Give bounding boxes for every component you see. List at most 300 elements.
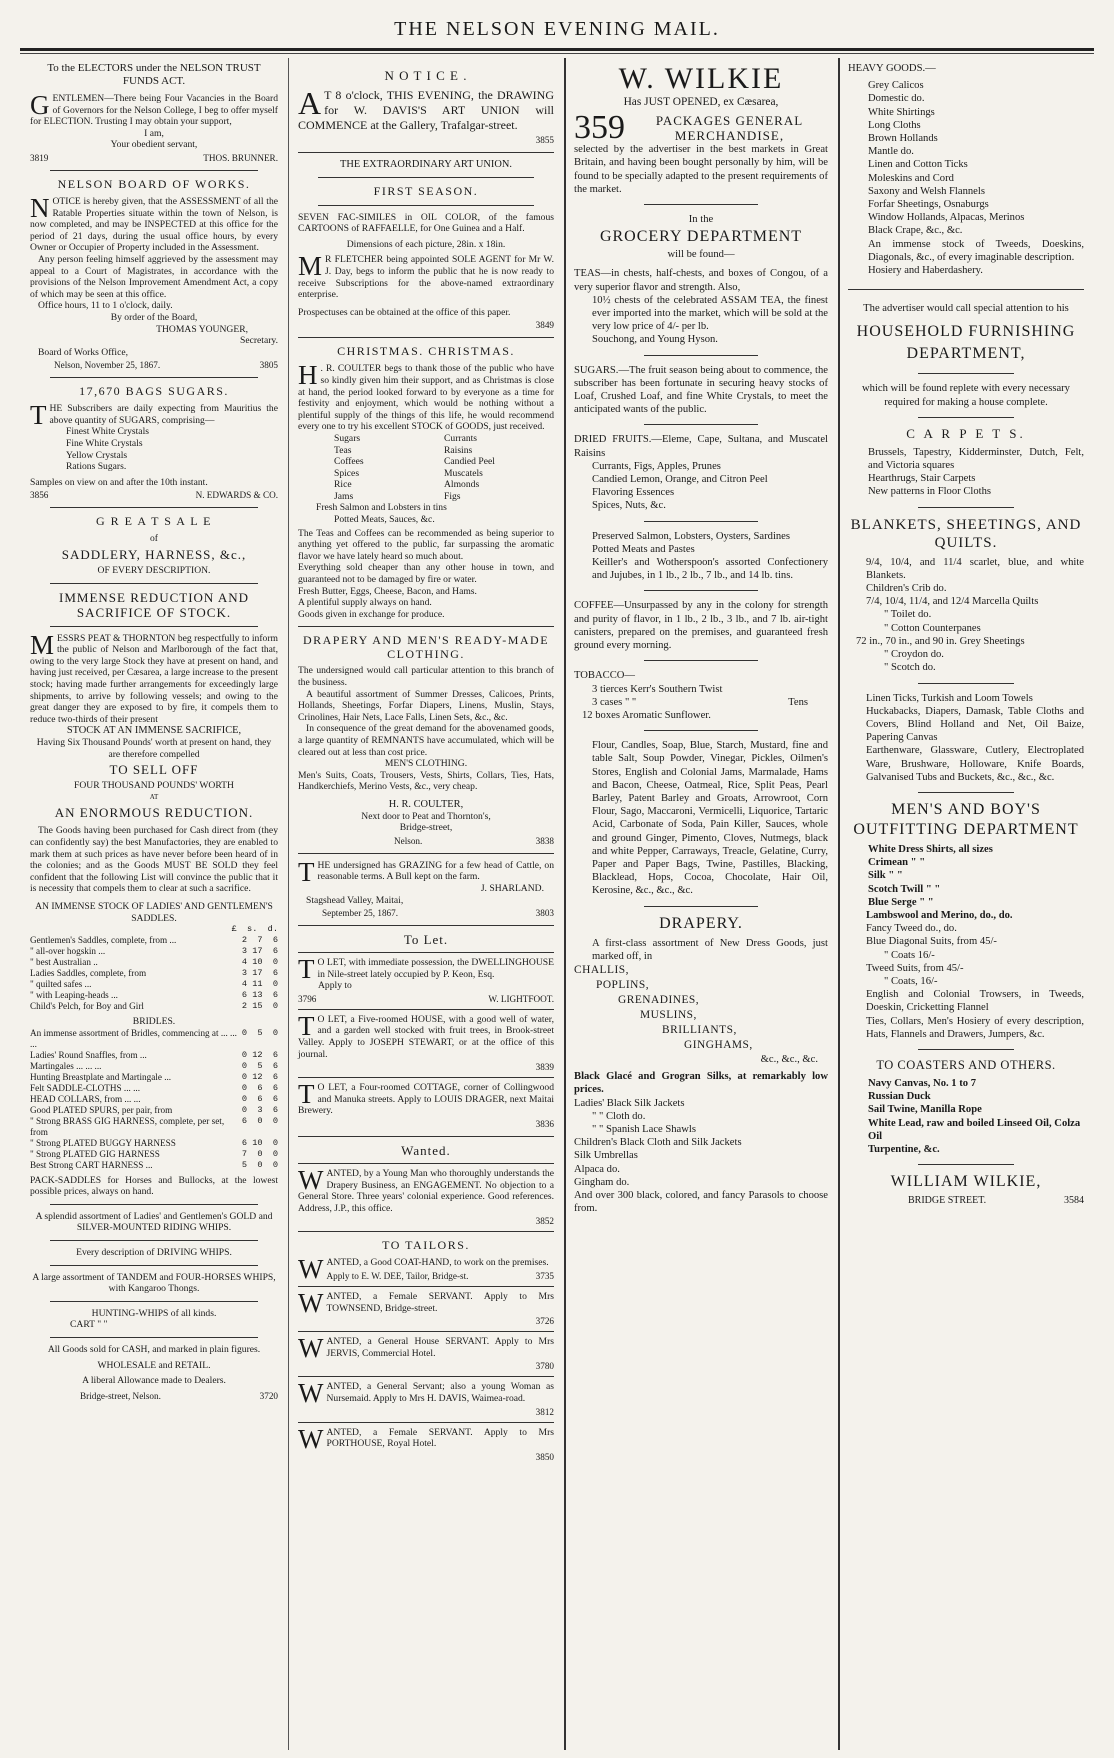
column-3 xyxy=(566,58,836,1750)
sale-every: OF EVERY DESCRIPTION. xyxy=(97,565,211,577)
art-body: SEVEN FAC-SIMILES in OIL COLOR, of the famous CARTOONS of RAFFAELLE, for One Guinea and a Half. xyxy=(298,211,554,235)
carpets-brussels: Brussels, Tapestry, Kidderminster, Dutch, Felt, and Victoria squares xyxy=(868,446,1084,472)
sale-body: ESSRS PEAT & THORNTON beg respectfully to inform the public of Nelson and Marlborough of the fact that, owing to the very large Stock they have at present on hand, and having just received, per Cæsarea, a large increase to the present stock; having made further arrangements for exceedingly large shipments, to arrive by following vessels; and owing to the great danger they are exposed to by fire, it compels them to reduce two-thirds of their present xyxy=(30,632,278,725)
blankets-5: " Cotton Counterpanes xyxy=(884,622,981,634)
goods-item: Muscatels xyxy=(444,467,483,479)
drop-cap: W xyxy=(298,1254,324,1285)
ad-ref: 3796 xyxy=(298,993,317,1004)
xmas-teas: The Teas and Coffees can be recommended as being superior to anything yet offered to the public, far surpassing the aromatic flavor we have lately heard so much about. xyxy=(298,527,554,562)
divider xyxy=(298,853,554,854)
drapery-shawls: " " Spanish Lace Shawls xyxy=(592,1123,696,1135)
price-item: Best Strong CART HARNESS ... xyxy=(30,1159,153,1170)
dried-candied: Candied Lemon, Orange, and Citron Peel xyxy=(592,474,768,486)
fabric-list xyxy=(574,963,828,1053)
sugar-item: Fine White Crystals xyxy=(66,438,143,450)
fabrics-etc: &c., &c., &c. xyxy=(760,1053,818,1065)
ad-ref: 3812 xyxy=(535,1406,554,1417)
masthead-rule-thin xyxy=(20,53,1094,54)
price-item: An immense assortment of Bridles, commencing at ... ... ... xyxy=(30,1027,237,1049)
divider xyxy=(644,660,758,661)
grocery-sugars: SUGARS.—The fruit season being about to commence, the subscriber has been fortunate in securing heavy stocks of Loaf, Crushed Loaf, and fine White Crystals, to meet the anticipated wants of the public. xyxy=(574,364,828,416)
ad-ref: 3726 xyxy=(535,1316,554,1327)
goods-item: Almonds xyxy=(444,479,480,491)
sale-saddlery: SADDLERY, HARNESS, &c., xyxy=(61,547,247,563)
tolet-head: To Let. xyxy=(403,932,449,948)
xmas-goods xyxy=(298,433,554,503)
price-item: " Strong BRASS GIG HARNESS, complete, per set, from xyxy=(30,1115,225,1137)
price-row xyxy=(30,1138,278,1149)
fancy-tweed: Fancy Tweed do., do. xyxy=(866,923,957,935)
price-item: Good PLATED SPURS, per pair, from xyxy=(30,1104,173,1115)
price-value: 0 6 6 xyxy=(241,1093,278,1104)
sale-stock: STOCK AT AN IMMENSE SACRIFICE, xyxy=(66,725,242,737)
drop-cap: T xyxy=(298,1079,315,1110)
notice-head: N O T I C E . xyxy=(384,68,468,83)
bridle-price-list xyxy=(30,1028,278,1171)
divider xyxy=(644,355,758,356)
heavy-goods-item: Long Cloths xyxy=(868,119,921,131)
coasters-head: TO COASTERS AND OTHERS. xyxy=(876,1057,1056,1072)
sale-sell: TO SELL OFF xyxy=(109,762,199,778)
price-item: " with Leaping-heads ... xyxy=(30,990,118,1001)
goods-item: Teas xyxy=(334,444,352,456)
keillers: Keiller's and Wotherspoon's assorted Confectionery and Jujubes, in 1 lb., 2 lb., 7 lb., and 14 lb. tins. xyxy=(592,557,828,582)
works-body2: Any person feeling himself aggrieved by the assessment may appeal to a Court of Magistrates, in accordance with the provisions of the Nelson Improvement Amendment Act, a copy of which may be seen at this office. xyxy=(30,253,278,300)
tandem-whips: A large assortment of TANDEM and FOUR-HORSES WHIPS, with Kangaroo Thongs. xyxy=(32,1271,276,1295)
xmas-head: CHRISTMAS. CHRISTMAS. xyxy=(337,344,515,359)
divider xyxy=(50,170,258,171)
household-head: HOUSEHOLD FURNISHING DEPARTMENT, xyxy=(856,323,1076,363)
ad-ref: 3855 xyxy=(535,135,554,145)
column-4 xyxy=(840,58,1092,1750)
grocery-teas: TEAS—in chests, half-chests, and boxes of Congou, of a very superior flavor and strength. Also, xyxy=(574,268,828,293)
divider xyxy=(644,906,758,907)
wanted-section xyxy=(298,1143,554,1463)
sugars-ad xyxy=(30,384,278,501)
tobacco-2: 3 cases " " xyxy=(592,696,637,708)
xmas-salmon: Fresh Salmon and Lobsters in tins xyxy=(316,502,447,514)
price-row xyxy=(30,1061,278,1072)
drapery-alpaca: Alpaca do. xyxy=(574,1163,620,1175)
divider xyxy=(644,204,758,205)
price-row xyxy=(30,957,278,968)
drop-cap: W xyxy=(298,1333,324,1364)
driving-whips: Every description of DRIVING WHIPS. xyxy=(76,1247,232,1259)
ad-ref: 3805 xyxy=(259,360,278,371)
tobacco-3: 12 boxes Aromatic Sunflower. xyxy=(582,709,711,721)
sale-head: G R E A T S A L E xyxy=(96,514,212,529)
allowance: A liberal Allowance made to Dealers. xyxy=(82,1375,226,1387)
price-row xyxy=(30,1028,278,1050)
drapery-silks: Black Glacé and Grogran Silks, at remarkably low prices. xyxy=(574,1071,828,1096)
fabric-item: CHALLIS, xyxy=(574,963,629,976)
mens-head: MEN'S AND BOY'S xyxy=(891,800,1041,818)
divider xyxy=(50,626,258,627)
sale-address: Bridge-street, Nelson. xyxy=(80,1390,161,1401)
divider xyxy=(918,417,1014,418)
goods-item: Figs xyxy=(444,490,461,502)
ad-ref: 3838 xyxy=(535,835,554,846)
works-order: By order of the Board, xyxy=(110,311,198,323)
household-replete: which will be found replete with every necessary required for making a house complete. xyxy=(862,383,1070,408)
huckabacks: Huckabacks, Diapers, Damask, Table Cloths and Covers, Blind Holland and Net, Oil Baize, Papering Canvas xyxy=(866,705,1084,744)
cart-whips: CART " " xyxy=(70,1319,108,1331)
divider xyxy=(50,1265,258,1266)
divider xyxy=(298,1077,554,1078)
price-item: " all-over hogskin ... xyxy=(30,946,106,957)
xmas-exchange: Goods given in exchange for produce. xyxy=(298,608,445,620)
wilkie-street: BRIDGE STREET. xyxy=(908,1195,987,1207)
drapery-firstclass: A first-class assortment of New Dress Goods, just marked off, in xyxy=(592,937,828,962)
potted: Potted Meats and Pastes xyxy=(592,543,695,555)
art-dims: Dimensions of each picture, 28in. x 18in. xyxy=(346,238,506,250)
price-row xyxy=(30,1083,278,1094)
fabric-item: BRILLIANTS, xyxy=(662,1023,737,1036)
xmas-potted: Potted Meats, Sauces, &c. xyxy=(334,514,435,526)
heavy-goods-item: White Shirtings xyxy=(868,106,935,118)
to-let-section xyxy=(298,932,554,1130)
blankets-6: 72 in., 70 in., and 90 in. Grey Sheetings xyxy=(856,635,1025,647)
coasters-item: White Lead, raw and boiled Linseed Oil, Colza Oil xyxy=(868,1117,1081,1142)
package-count: 359 xyxy=(574,109,625,147)
divider xyxy=(298,1422,554,1423)
carpets-hearth: Hearthrugs, Stair Carpets xyxy=(868,473,976,485)
coffee: COFFEE—Unsurpassed by any in the colony for strength and purity of flavor, in 1 lb., 2 lb., 3 lb., and 7 lb. air-tight canisters, prepared on the premises, and guaranteed fresh ground every morning. xyxy=(574,600,828,652)
blankets-7: " Croydon do. xyxy=(884,649,944,661)
divider xyxy=(50,1301,258,1302)
divider xyxy=(298,1136,554,1137)
price-item: Ladies' Round Snaffles, from ... xyxy=(30,1049,147,1060)
servant-body: ANTED, a Female SERVANT. Apply to Mrs TOWNSEND, Bridge-street. xyxy=(326,1291,554,1314)
notice-body: T 8 o'clock, THIS EVENING, the DRAWING for W. DAVIS'S ART UNION will COMMENCE at the Gallery, Trafalgar-street. xyxy=(298,88,554,132)
drop-cap: M xyxy=(30,629,55,660)
price-row xyxy=(30,1116,278,1138)
heavy-hosiery: Hosiery and Haberdashery. xyxy=(868,265,983,277)
ad-signature: W. LIGHTFOOT. xyxy=(488,993,554,1004)
grocery-general: Flour, Candles, Soap, Blue, Starch, Mustard, fine and table Salt, Soup Powder, Vinegar, Pickles, Oilmen's Stores, English and Colonial Jams, Marmalade, Hams and Bacon, Cheese, Oatmeal, Rice, Split Peas, Pearl Barley, Patent Barley and Groats, Arrowroot, Corn Flour, Sago, Maccaroni, Vermicelli, Liquorice, Tartaric Acid, Carbonate of Soda, Pain Killer, Sauces, whole and ground Ginger, Pimento, Cloves, Nutmegs, black and white Pepper, Carraways, Treacle, Gelatine, Curry, Paper and Paper Bags, Twine, Pastilles, Blacking, Blacklead, Hops, Cocoa, Chocolate, Hair Oil, Kerosine, &c., &c., &c. xyxy=(592,740,828,897)
ref-row xyxy=(298,1316,554,1327)
price-value: 4 11 0 xyxy=(241,979,278,990)
works-head: NELSON BOARD OF WORKS. xyxy=(57,176,251,191)
xmas-body: . R. COULTER begs to thank those of the public who have so kindly given him their support, and as Christmas is close at hand, the period looked forward to by everyone as a time for festivity and enjoyment, which would be nothing without a plentiful supply of the things of this life, he would recommend every one to try his excellent STOCK of GOODS, just received. xyxy=(298,363,554,433)
grazing-body: HE undersigned has GRAZING for a few head of Cattle, on reasonable terms. A Bull kept on the farm. xyxy=(317,859,554,883)
shirt-item: Silk " " xyxy=(868,870,903,882)
shirt-item: White Dress Shirts, all sizes xyxy=(868,843,993,855)
price-item: Ladies Saddles, complete, from xyxy=(30,968,147,979)
ad-signature: THOS. BRUNNER. xyxy=(203,152,278,163)
price-columns: £ s. d. xyxy=(231,924,278,935)
coasters-list xyxy=(848,1077,1084,1156)
tolet-ad-2: O LET, a Five-roomed HOUSE, with a good well of water, and a garden well stocked with fruit trees, in Brook-street Valley. Apply to JOSEPH STEWART, or at the office of this journal. xyxy=(298,1013,554,1060)
drapery-sig: H. R. COULTER, xyxy=(388,798,464,810)
trust-iam: I am, xyxy=(144,127,164,139)
works-body: OTICE is hereby given, that the ASSESSMENT of all the Ratable Properties situate within the town of Nelson, is now completed, and may be INSPECTED at this office for the period of 21 days, during the usual office hours, by every Owner or Occupier of Property included in the Assessment. xyxy=(30,195,278,254)
in-the: In the xyxy=(688,214,714,226)
sugars-body: HE Subscribers are daily expecting from Mauritius the above quantity of SUGARS, comprising— xyxy=(49,403,278,426)
divider xyxy=(50,507,258,508)
divider xyxy=(298,337,554,338)
drapery-gingham: Gingham do. xyxy=(574,1176,630,1188)
saddle-price-list xyxy=(30,935,278,1012)
goods-item: Jams xyxy=(334,490,354,502)
ad-ref: 3735 xyxy=(535,1271,554,1281)
fabric-item: GRENADINES, xyxy=(618,993,700,1006)
wanted-head: Wanted. xyxy=(401,1143,451,1159)
price-row xyxy=(30,979,278,990)
price-row xyxy=(30,1105,278,1116)
heavy-goods-item: Moleskins and Cord xyxy=(868,172,954,184)
heavy-goods-head: HEAVY GOODS.— xyxy=(848,63,936,74)
drapery-clothing-ad xyxy=(298,633,554,846)
drapery-jackets: Ladies' Black Silk Jackets xyxy=(574,1097,685,1109)
divider xyxy=(644,521,758,522)
tolet-ad-1: O LET, with immediate possession, the DWELLINGHOUSE in Nile-street lately occupied by P. Keon, Esq. xyxy=(317,957,554,980)
art-union-ad xyxy=(298,159,554,331)
tailors-apply: Apply to E. W. DEE, Tailor, Bridge-st. xyxy=(326,1271,469,1281)
price-value: 0 5 0 xyxy=(241,1027,278,1038)
art-body2: R FLETCHER being appointed SOLE AGENT for Mr W. J. Day, begs to inform the public that he is now ready to receive Subscriptions for the above-named extraordinary enterprise. xyxy=(298,254,554,301)
blankets-1: 9/4, 10/4, and 11/4 scarlet, blue, and white Blankets. xyxy=(866,556,1084,581)
carpets-patterns: New patterns in Floor Cloths xyxy=(868,486,991,498)
drapery-head: DRAPERY. xyxy=(659,914,743,932)
goods-item: Candied Peel xyxy=(444,456,495,468)
wanted-body: ANTED, by a Young Man who thoroughly understands the Drapery Business, an ENGAGEMENT. No objection to a General Store. Three years' colonial experience. Good references. Address, J.P., this office. xyxy=(298,1168,554,1214)
drapery-cloth: " " Cloth do. xyxy=(592,1110,646,1122)
drop-cap: T xyxy=(298,1010,315,1041)
pack-saddles: PACK-SADDLES for Horses and Bullocks, at the lowest possible prices, always on hand. xyxy=(30,1174,278,1198)
drop-cap: T xyxy=(30,400,47,431)
price-value: 0 12 6 xyxy=(241,1071,278,1082)
fabric-item: POPLINS, xyxy=(596,978,650,991)
goods-item: Spices xyxy=(334,467,360,479)
ad-signature: N. EDWARDS & CO. xyxy=(195,490,278,501)
divider xyxy=(318,177,534,178)
lambswool: Lambswool and Merino, do., do. xyxy=(866,909,1013,921)
dried-spices: Spices, Nuts, &c. xyxy=(592,500,666,512)
shirts-list xyxy=(848,843,1084,909)
divider xyxy=(298,1163,554,1164)
ad-ref: 3836 xyxy=(535,1119,554,1130)
coasters-item: Sail Twine, Manilla Rope xyxy=(868,1104,982,1116)
drapery-body2: A beautiful assortment of Summer Dresses, Calicoes, Prints, Hollands, Sheetings, Forfar Diapers, Linens, Muslin, Stays, Crinolines, Hair Nets, Lace Falls, Linen Sets, &c., &c. xyxy=(298,688,554,723)
tolet-ad-3: O LET, a Four-roomed COTTAGE, corner of Collingwood and Manuka streets. Apply to LOUIS DRAGER, next Maitai Brewery. xyxy=(298,1082,554,1117)
divider xyxy=(298,1376,554,1377)
drapery-body: The undersigned would call particular attention to this branch of the business. xyxy=(298,665,554,688)
sale-having: Having Six Thousand Pounds' worth at present on hand, they are therefore compelled xyxy=(36,736,272,760)
ad-ref: 3850 xyxy=(535,1451,554,1462)
grazing-sig: J. SHARLAND. xyxy=(480,882,544,894)
notice-ad xyxy=(298,68,554,146)
sugars-head: 17,670 BAGS SUGARS. xyxy=(79,384,229,399)
servant-body: ANTED, a General Servant; also a young Woman as Nursemaid. Apply to Mrs H. DAVIS, Waimea-road. xyxy=(326,1381,554,1404)
carpets-head: C A R P E T S. xyxy=(906,425,1026,441)
cash-terms: All Goods sold for CASH, and marked in plain figures. xyxy=(47,1344,261,1356)
board-of-works-ad xyxy=(30,177,278,371)
heavy-goods-item: Window Hollands, Alpacas, Merinos xyxy=(868,212,1025,224)
sale-four: FOUR THOUSAND POUNDS' WORTH xyxy=(74,780,234,792)
tailors-head: TO TAILORS. xyxy=(382,1238,470,1253)
price-value: 4 10 0 xyxy=(241,957,278,968)
works-hours: Office hours, 11 to 1 o'clock, daily. xyxy=(38,300,173,312)
divider xyxy=(318,205,534,206)
divider xyxy=(298,1009,554,1010)
grocery-head: GROCERY DEPARTMENT xyxy=(599,228,803,246)
tolet-apply: Apply to xyxy=(318,980,352,992)
divider xyxy=(298,925,554,926)
price-value: 0 5 6 xyxy=(241,1060,278,1071)
drapery-body3: In consequence of the great demand for the abovenamed goods, a large quantity of REMNANTS have accumulated, which will be cleared out at less than cost price. xyxy=(298,723,554,758)
bridles-head: BRIDLES. xyxy=(132,1016,176,1028)
price-item: Child's Pelch, for Boy and Girl xyxy=(30,1001,144,1012)
price-value: 6 13 6 xyxy=(241,990,278,1001)
sugars-samples: Samples on view on and after the 10th instant. xyxy=(30,476,208,488)
servant-ad xyxy=(298,1378,554,1417)
heavy-goods-item: Saxony and Welsh Flannels xyxy=(868,185,985,197)
divider xyxy=(50,377,258,378)
heavy-goods-item: Grey Calicos xyxy=(868,80,924,92)
coasters-item: Navy Canvas, No. 1 to 7 xyxy=(868,1077,977,1089)
drapery-umbrellas: Silk Umbrellas xyxy=(574,1150,638,1162)
goods-item: Sugars xyxy=(334,432,361,444)
trust-servant: Your obedient servant, xyxy=(110,139,198,151)
price-row xyxy=(30,935,278,946)
divider xyxy=(298,152,554,153)
drapery-body4: Men's Suits, Coats, Trousers, Vests, Shirts, Collars, Ties, Hats, Handkerchiefs, Merino Vests, &c., very cheap. xyxy=(298,769,554,793)
trust-funds-ad xyxy=(30,62,278,164)
blue-diagonal: Blue Diagonal Suits, from 45/- xyxy=(866,936,997,948)
drapery-childrens: Children's Black Cloth and Silk Jackets xyxy=(574,1137,742,1149)
tobacco-2-tens: Tens xyxy=(788,696,808,708)
wilkie-name: W. WILKIE xyxy=(618,62,784,95)
price-row xyxy=(30,1149,278,1160)
sale-immense: IMMENSE REDUCTION AND SACRIFICE OF STOCK. xyxy=(59,589,249,620)
heavy-goods-item: Domestic do. xyxy=(868,93,925,105)
wilkie-opened: Has JUST OPENED, ex Cæsarea, xyxy=(623,96,779,108)
price-value: 3 17 6 xyxy=(241,968,278,979)
blankets-3: 7/4, 10/4, 11/4, and 12/4 Marcella Quilts xyxy=(866,596,1039,608)
price-item: " quilted safes ... xyxy=(30,979,92,990)
coasters-item: Russian Duck xyxy=(868,1091,931,1103)
price-row xyxy=(30,946,278,957)
dried-flavoring: Flavoring Essences xyxy=(592,487,675,499)
divider xyxy=(918,373,1014,374)
ad-ref: 3780 xyxy=(535,1361,554,1372)
drop-cap: H xyxy=(298,360,318,391)
ref-row xyxy=(298,1452,554,1463)
wilkie-selected: selected by the advertiser in the best markets in Great Britain, and having been bought personally by him, will be found to be specially adapted to the present requirements of the market. xyxy=(574,144,828,195)
drop-cap: W xyxy=(298,1378,324,1409)
sale-at: AT xyxy=(149,792,159,801)
divider xyxy=(644,424,758,425)
price-item: " best Australian .. xyxy=(30,957,98,968)
drapery-mens: MEN'S CLOTHING. xyxy=(384,758,468,770)
tweed-coats: " Coats, 16/- xyxy=(884,975,938,987)
drop-cap: W xyxy=(298,1165,324,1196)
price-value: 5 0 0 xyxy=(241,1159,278,1170)
ref-row xyxy=(298,1361,554,1372)
art-pros: Prospectuses can be obtained at the office of this paper. xyxy=(298,306,511,318)
divider xyxy=(50,583,258,584)
sugar-item: Yellow Crystals xyxy=(66,449,128,461)
hunting-whips: HUNTING-WHIPS of all kinds. xyxy=(91,1307,217,1319)
preserved: Preserved Salmon, Lobsters, Oysters, Sardines xyxy=(592,530,791,542)
grazing-place: Stagshead Valley, Maitai, xyxy=(306,894,404,906)
blankets-head: BLANKETS, SHEETINGS, AND QUILTS. xyxy=(850,516,1082,551)
xmas-plentiful: A plentiful supply always on hand. xyxy=(298,597,432,609)
wilkie-signature: WILLIAM WILKIE, xyxy=(890,1173,1042,1191)
drop-cap: W xyxy=(298,1423,324,1454)
price-value: 3 17 6 xyxy=(241,946,278,957)
divider xyxy=(848,289,1084,290)
price-row xyxy=(30,1050,278,1061)
price-item: " Strong PLATED GIG HARNESS xyxy=(30,1148,160,1159)
divider xyxy=(644,590,758,591)
diagonal-coats: " Coats 16/- xyxy=(884,949,935,961)
fabric-item: GINGHAMS, xyxy=(684,1038,753,1051)
price-value: 0 12 6 xyxy=(241,1049,278,1060)
works-date: Nelson, November 25, 1867. xyxy=(54,360,161,371)
ad-ref: 3819 xyxy=(30,152,49,163)
drop-cap: N xyxy=(30,192,50,223)
drapery-town: Nelson. xyxy=(394,835,423,846)
heavy-goods-item: Linen and Cotton Ticks xyxy=(868,159,968,171)
art-head: THE EXTRAORDINARY ART UNION. xyxy=(340,159,512,170)
divider xyxy=(50,1204,258,1205)
price-value: 2 7 6 xyxy=(241,935,278,946)
heavy-tweeds: An immense stock of Tweeds, Doeskins, Diagonals, &c., of every imaginable description. xyxy=(868,238,1084,263)
tobacco-head: TOBACCO— xyxy=(574,670,636,682)
sugar-item: Finest White Crystals xyxy=(66,426,149,438)
divider xyxy=(50,1337,258,1338)
outfitting-head: OUTFITTING DEPARTMENT xyxy=(853,820,1079,838)
drapery-parasols: And over 300 black, colored, and fancy Parasols to choose from. xyxy=(574,1189,828,1215)
works-title: Secretary. xyxy=(240,335,278,347)
ad-ref: 3839 xyxy=(535,1062,554,1073)
saddlery-sale-ad xyxy=(30,514,278,1401)
grocery-souchong: Souchong, and Young Hyson. xyxy=(592,334,718,346)
divider xyxy=(298,1231,554,1232)
sale-enormous: AN ENORMOUS REDUCTION. xyxy=(54,805,254,821)
price-value: 6 10 0 xyxy=(241,1137,278,1148)
sale-of: of xyxy=(150,533,158,545)
packages-head: PACKAGES GENERAL MERCHANDISE, xyxy=(655,113,804,144)
column-divider xyxy=(288,58,289,1750)
grazing-ad xyxy=(298,856,554,919)
heavy-goods-list xyxy=(848,79,1084,237)
english-trowsers: English and Colonial Trowsers, in Tweeds, Doeskin, Cricketting Flannel xyxy=(866,989,1084,1014)
shirt-item: Scotch Twill " " xyxy=(868,883,941,895)
divider xyxy=(298,1286,554,1287)
divider xyxy=(298,1331,554,1332)
trust-body: ENTLEMEN—There being Four Vacancies in the Board of Governors for the Nelson College, I beg to offer myself for ELECTION. Trusting I may obtain your support, xyxy=(30,93,278,128)
heavy-goods-item: Forfar Sheetings, Osnaburgs xyxy=(868,199,989,211)
sale-goods: The Goods having been purchased for Cash direct from (they can confidently say) the best Manufactories, they are enabled to mark them at such prices as have never before been heard of in the colonies; and as the Goods MUST BE SOLD they feel confident that the following List will convince the public that it is necessity that compels them to clear at such a sacrifice. xyxy=(30,825,278,895)
dried-currants: Currants, Figs, Apples, Prunes xyxy=(592,460,721,472)
earthenware: Earthenware, Glassware, Cutlery, Electroplated Ware, Brushware, Holloware, Knife Boards, Galvanised Tubs and Buckets, &c., &c., &c. xyxy=(866,745,1084,783)
linen-ticks: Linen Ticks, Turkish and Loom Towels xyxy=(866,692,1033,704)
ties-collars: Ties, Collars, Men's Hosiery of every description, Hats, Flannels and Drawers, Jumpers, &c. xyxy=(866,1015,1084,1040)
price-value: 0 3 6 xyxy=(241,1104,278,1115)
works-name: THOMAS YOUNGER, xyxy=(156,323,248,335)
sale-stockhead: AN IMMENSE STOCK OF LADIES' AND GENTLEMEN'S SADDLES. xyxy=(35,900,273,924)
divider xyxy=(918,1164,1014,1165)
ad-ref: 3584 xyxy=(1064,1195,1084,1207)
grazing-date: September 25, 1867. xyxy=(322,908,399,919)
servant-ads xyxy=(298,1286,554,1463)
goods-item: Currants xyxy=(444,432,478,444)
price-item: Felt SADDLE-CLOTHS ... ... xyxy=(30,1082,140,1093)
drop-cap: G xyxy=(30,90,50,120)
